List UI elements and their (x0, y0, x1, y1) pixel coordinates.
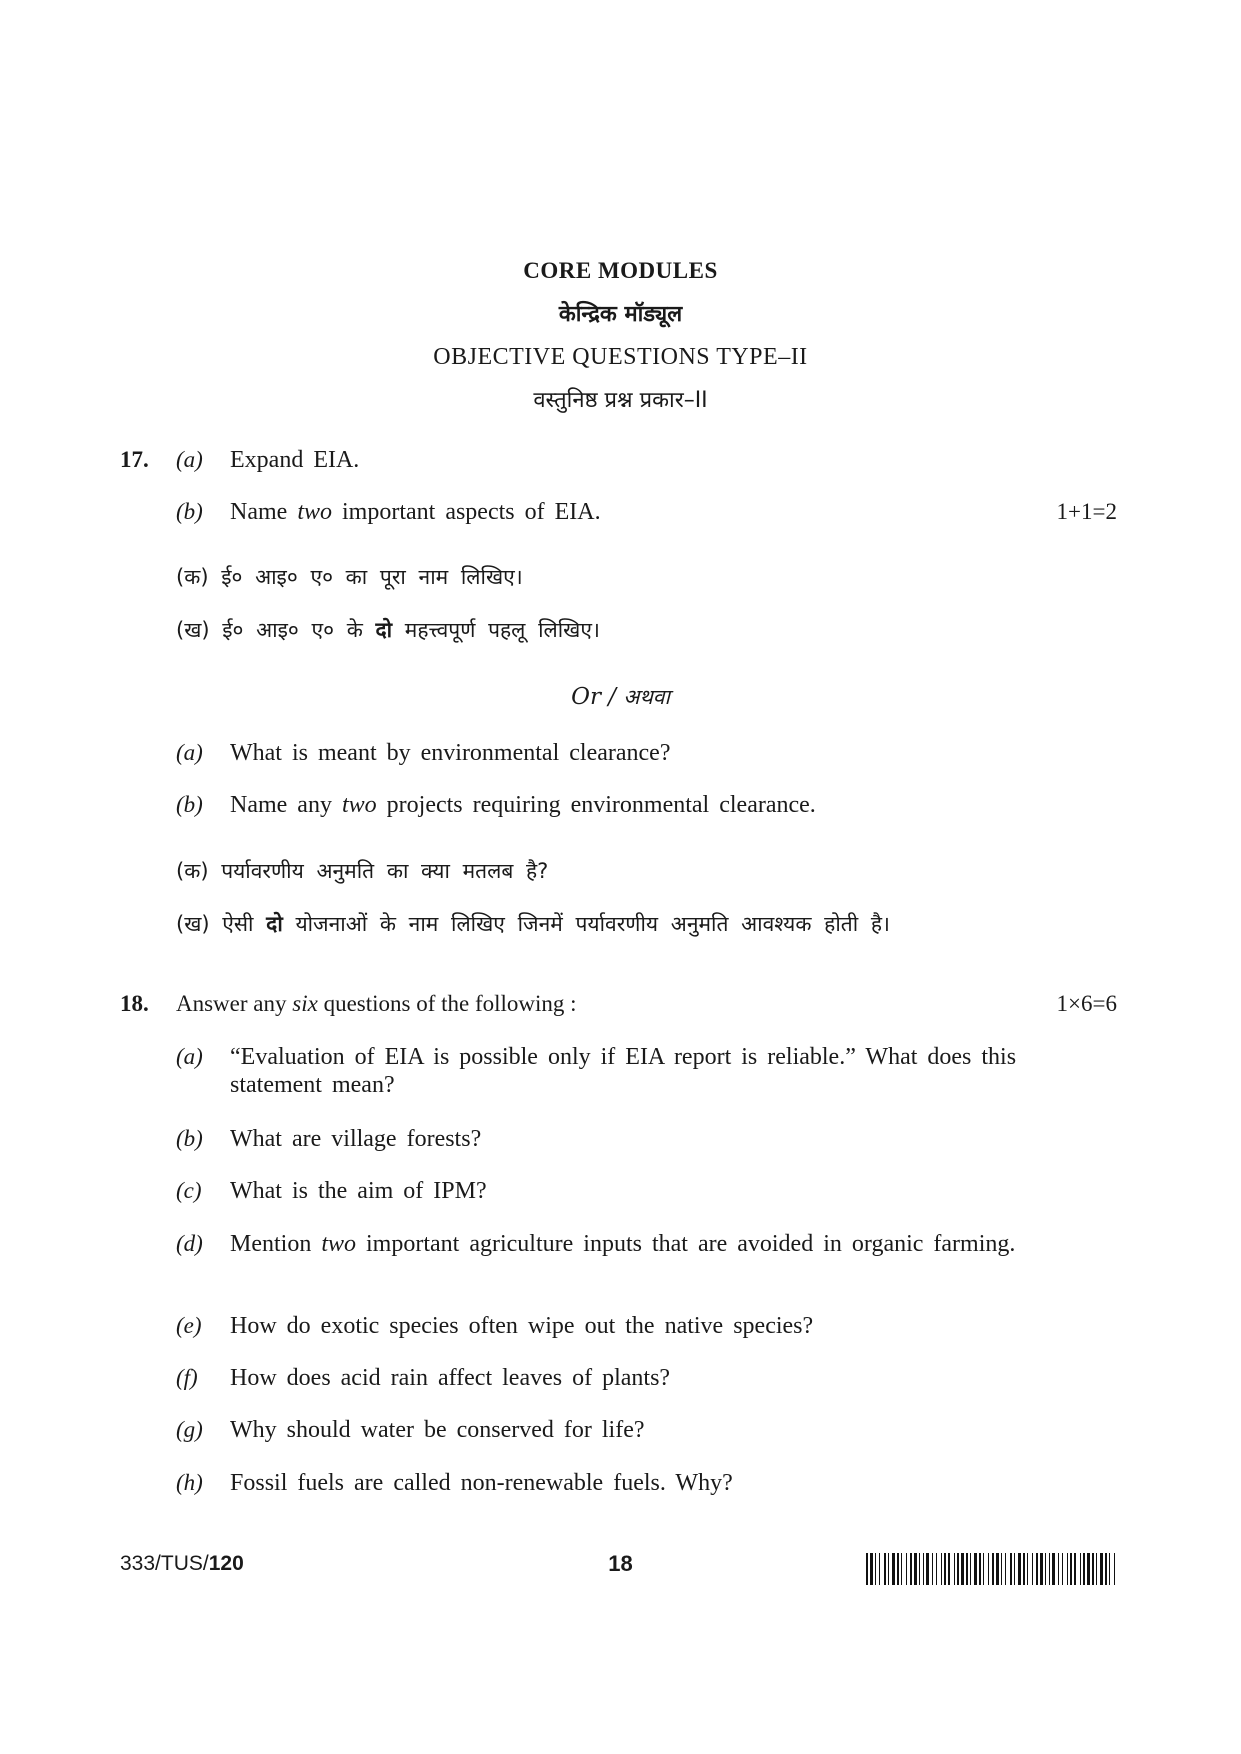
paper-code: 333/TUS/120 (120, 1552, 244, 1575)
barcode-bar (1049, 1553, 1050, 1585)
question-text: Name any two projects requiring environmental clearance. (230, 792, 816, 818)
barcode-bar (1083, 1553, 1085, 1585)
or-separator: Or / अथवा (571, 684, 670, 710)
barcode-bar (988, 1553, 989, 1585)
barcode-bar (1080, 1553, 1081, 1585)
barcode-bar (1105, 1553, 1107, 1585)
barcode-bar (1045, 1553, 1046, 1585)
barcode-bar (866, 1553, 868, 1585)
section-subtitle-hindi: वस्तुनिष्ठ प्रश्न प्रकार–II (533, 388, 708, 413)
barcode-bar (1014, 1553, 1015, 1585)
barcode-bar (941, 1553, 942, 1585)
barcode-bar (948, 1553, 950, 1585)
barcode (866, 1553, 1118, 1585)
barcode-bar (1040, 1553, 1043, 1585)
barcode-bar (970, 1553, 971, 1585)
barcode-bar (932, 1553, 933, 1585)
section-title: CORE MODULES (523, 258, 718, 283)
barcode-bar (919, 1553, 920, 1585)
barcode-bar (954, 1553, 955, 1585)
barcode-bar (901, 1553, 902, 1585)
barcode-bar (1052, 1553, 1055, 1585)
section-subtitle: OBJECTIVE QUESTIONS TYPE–II (433, 344, 808, 370)
barcode-bar (961, 1553, 964, 1585)
part-label: (b) (176, 1126, 203, 1151)
barcode-bar (870, 1553, 873, 1585)
part-label: (d) (176, 1231, 203, 1256)
barcode-bar (1067, 1553, 1068, 1585)
barcode-bar (879, 1553, 880, 1585)
barcode-bar (1087, 1553, 1090, 1585)
barcode-bar (957, 1553, 959, 1585)
barcode-bar (1070, 1553, 1072, 1585)
question-text: What is meant by environmental clearance? (230, 740, 671, 766)
barcode-bar (996, 1553, 999, 1585)
barcode-bar (1096, 1553, 1097, 1585)
barcode-bar (923, 1553, 924, 1585)
barcode-bar (974, 1553, 977, 1585)
question-text: “Evaluation of EIA is possible only if EIA report is reliable.” What does this statement mean? (230, 1044, 1017, 1098)
barcode-bar (1001, 1553, 1002, 1585)
q17-alt-hindi-part-b: (ख) ऐसी दो योजनाओं के नाम लिखिए जिनमें पर्यावरणीय अनुमति आवश्यक होती है। (176, 912, 890, 936)
question-text: Answer any six questions of the following : (176, 991, 577, 1016)
barcode-bar (910, 1553, 912, 1585)
barcode-bar (1109, 1553, 1110, 1585)
page-number: 18 (608, 1551, 633, 1576)
barcode-bar (1027, 1553, 1028, 1585)
marks: 1×6=6 (1056, 991, 1117, 1016)
marks: 1+1=2 (1056, 499, 1117, 524)
part-label: (g) (176, 1417, 203, 1442)
q17-alt-hindi-part-a: (क) पर्यावरणीय अनुमति का क्या मतलब है? (176, 859, 549, 883)
barcode-bar (1114, 1553, 1115, 1585)
barcode-bar (1100, 1553, 1103, 1585)
question-text: How do exotic species often wipe out the native species? (230, 1313, 814, 1339)
question-text: Expand EIA. (230, 447, 360, 473)
question-text: What is the aim of IPM? (230, 1178, 487, 1204)
part-label: (h) (176, 1470, 203, 1495)
section-title-hindi: केन्द्रिक मॉड्यूल (558, 302, 683, 327)
q17-hindi-part-b: (ख) ई० आइ० ए० के दो महत्त्वपूर्ण पहलू लिखिए। (176, 618, 600, 642)
barcode-bar (1032, 1553, 1033, 1585)
barcode-bar (1092, 1553, 1094, 1585)
question-text: Fossil fuels are called non-renewable fuels. Why? (230, 1470, 733, 1496)
barcode-bar (926, 1553, 929, 1585)
part-label: (e) (176, 1313, 202, 1338)
barcode-bar (1010, 1553, 1012, 1585)
barcode-bar (897, 1553, 899, 1585)
barcode-bar (1023, 1553, 1025, 1585)
barcode-bar (992, 1553, 994, 1585)
question-number: 17. (120, 447, 149, 472)
barcode-bar (1062, 1553, 1063, 1585)
barcode-bar (979, 1553, 981, 1585)
barcode-bar (914, 1553, 917, 1585)
barcode-bar (936, 1553, 937, 1585)
barcode-bar (983, 1553, 984, 1585)
barcode-bar (1005, 1553, 1006, 1585)
barcode-bar (875, 1553, 876, 1585)
barcode-bar (966, 1553, 968, 1585)
part-label: (b) (176, 499, 203, 524)
barcode-bar (888, 1553, 889, 1585)
barcode-bar (1036, 1553, 1038, 1585)
barcode-bar (906, 1553, 907, 1585)
part-label: (a) (176, 740, 203, 765)
question-text: Name two important aspects of EIA. (230, 499, 601, 525)
barcode-bar (884, 1553, 886, 1585)
question-text: Mention two important agriculture inputs that are avoided in organic farming. (230, 1231, 1016, 1257)
barcode-bar (1074, 1553, 1076, 1585)
question-text: How does acid rain affect leaves of plants? (230, 1365, 671, 1391)
barcode-bar (1018, 1553, 1021, 1585)
part-label: (f) (176, 1365, 198, 1390)
barcode-bar (944, 1553, 946, 1585)
part-label: (b) (176, 792, 203, 817)
barcode-bar (892, 1553, 895, 1585)
part-label: (a) (176, 447, 203, 472)
q17-hindi-part-a: (क) ई० आइ० ए० का पूरा नाम लिखिए। (176, 565, 523, 589)
question-text: Why should water be conserved for life? (230, 1417, 645, 1443)
question-text: What are village forests? (230, 1126, 482, 1152)
part-label: (a) (176, 1044, 203, 1069)
part-label: (c) (176, 1178, 202, 1203)
question-number: 18. (120, 991, 149, 1016)
barcode-bar (1058, 1553, 1059, 1585)
